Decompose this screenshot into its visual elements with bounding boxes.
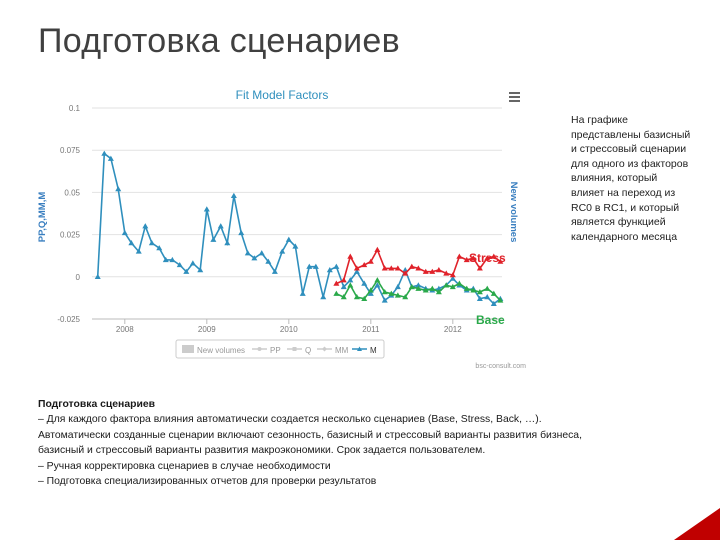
y-tick-label: 0.05 [64,188,80,198]
chart-legend [176,340,384,358]
description-line: – Подготовка специализированных отчетов для проверки результатов [38,476,377,488]
data-point-m [300,291,306,296]
description-line: базисный и стрессовый варианты развития макроэкономики. Срок задается пользователем. [38,445,486,457]
data-point-m [204,206,210,211]
description-line: Автоматически созданные сценарии включают сезонность, базисный и стрессовый варианты развития бизнеса, [38,429,582,441]
data-point-stress [436,267,442,272]
x-tick-label: 2008 [115,325,134,334]
data-point-m [122,230,128,235]
data-point-m [142,223,148,228]
y-axis-right-label: New volumes [508,181,519,243]
data-point-m [286,237,292,242]
y-tick-label: -0.025 [57,315,80,324]
legend-label-mm: MM [335,346,349,355]
annotation-base: Base [476,313,505,327]
chart-credits[interactable]: bsc-consult.com [475,363,526,370]
legend-label-new-volumes: New volumes [197,346,246,355]
data-point-base [374,277,380,282]
x-tick-label: 2012 [443,325,462,334]
data-point-m [238,230,244,235]
data-point-m [259,250,265,255]
data-point-stress [374,247,380,252]
x-tick-label: 2010 [279,325,298,334]
data-point-base [333,291,339,296]
data-point-m [115,186,121,191]
data-point-m [218,223,224,228]
data-point-m [101,151,107,156]
y-tick-label: 0.1 [68,104,80,113]
side-note: На графике представлены базисный и стрессовый сценарии для одного из факторов влияния, который влияет на переход из RC0 в RC1, и который является функцией календарного месяца [571,114,691,243]
data-point-stress [409,264,415,269]
y-tick-label: 0.025 [59,230,80,240]
data-point-base [429,286,435,291]
data-point-m [484,294,490,299]
data-point-m [149,240,155,245]
data-point-m [190,260,196,265]
legend-label-m: M [370,346,377,355]
data-point-stress [347,254,353,259]
y-tick-label: 0.075 [59,146,80,156]
chart-title: Fit Model Factors [235,88,329,102]
x-tick-label: 2011 [362,325,380,334]
annotation-stress: Stress [469,251,506,265]
description-line: – Для каждого фактора влияния автоматически создается несколько сценариев (Base, Stress, Back, …). [38,414,542,426]
y-axis-label: PP,Q,MM,M [37,191,48,243]
description-heading: Подготовка сценариев [38,399,156,410]
data-point-m [224,240,230,245]
legend-label-pp: PP [270,346,281,355]
x-tick-label: 2009 [197,325,216,334]
data-point-m [231,193,237,198]
y-tick-label: 0 [75,272,80,282]
description-block [38,397,698,489]
hamburger-menu-icon[interactable] [509,92,520,102]
fit-model-factors-chart [32,82,532,370]
page-title: Подготовка сценариев [38,22,400,60]
data-point-base [484,286,490,291]
data-point-m [320,294,326,299]
data-point-m [395,284,401,289]
chart-svg [32,82,532,370]
data-point-m [245,250,251,255]
corner-decoration [674,508,720,540]
data-point-stress [456,254,462,259]
data-point-m [333,264,339,269]
series-line-m [98,154,501,304]
legend-label-q: Q [305,346,312,355]
description-line: – Ручная корректировка сценариев в случае необходимости [38,460,331,472]
